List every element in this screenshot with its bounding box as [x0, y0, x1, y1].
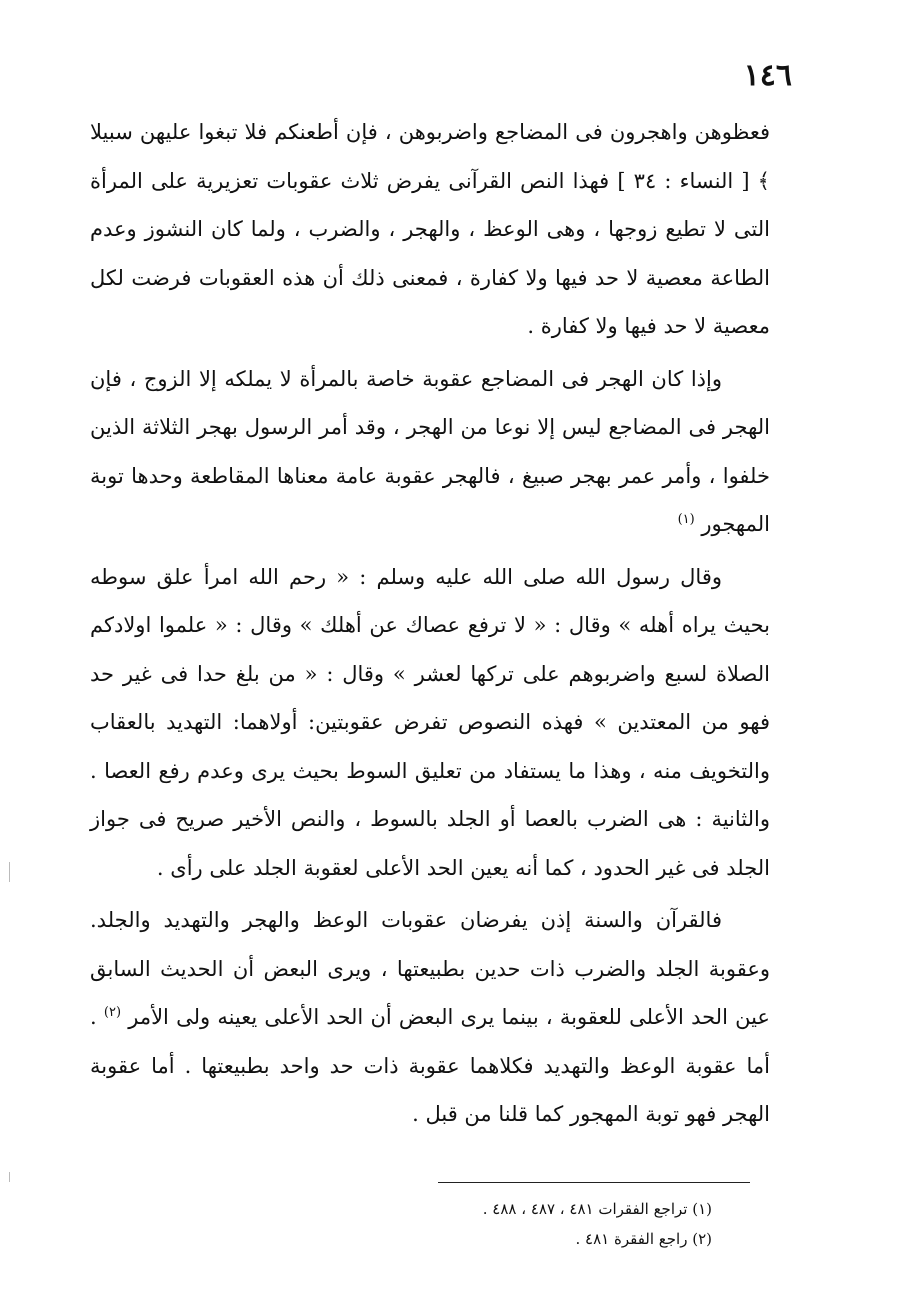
- paragraph-text: وإذا كان الهجر فى المضاجع عقوبة خاصة بالمرأة لا يملكه إلا الزوج ، فإن الهجر فى المضاجع ليس إلا نوعا من الهجر ، وقد أمر الرسول بهجر الثلاثة الذين خلفوا ، وأمر عمر بهجر صبيغ ، فالهجر عقوبة عامة معناها المقاطعة وحدها توبة المهجور: [90, 366, 770, 536]
- paragraph-text: وقال رسول الله صلى الله عليه وسلم : « رحم الله امرأ علق سوطه بحيث يراه أهله » وقال : « لا ترفع عصاك عن أهلك » وقال : « علموا اولادكم الصلاة لسبع واضربوهم على تركها لعشر » وقال : « من بلغ حدا فى غير حد فهو من المعتدين » فهذه النصوص تفرض عقوبتين: أولاهما: التهديد بالعقاب والتخويف منه ، وهذا ما يستفاد من تعليق السوط بحيث يرى وعدم رفع العصا . والثانية : هى الضرب بالعصا أو الجلد بالسوط ، والنص الأخير صريح فى جواز الجلد فى غير الحدود ، كما أنه يعين الحد الأعلى لعقوبة الجلد على رأى .: [90, 564, 770, 880]
- footnote-ref: (١): [677, 512, 695, 527]
- scan-mark: [9, 1172, 10, 1182]
- main-text: [90, 108, 770, 1139]
- paragraph: [90, 896, 770, 1139]
- footnote-ref: (٢): [103, 1005, 122, 1020]
- paragraph: [90, 553, 770, 893]
- paragraph: [90, 355, 770, 549]
- footnotes: [300, 1194, 712, 1254]
- footnote-divider: [438, 1182, 750, 1183]
- paragraph-text: فعظوهن واهجرون فى المضاجع واضربوهن ، فإن أطعنكم فلا تبغوا عليهن سبيلا ﴾ [ النساء : ٣٤ ] فهذا النص القرآنى يفرض ثلاث عقوبات تعزيرية على المرأة التى لا تطيع زوجها ، وهى الوعظ ، والهجر ، والضرب ، ولما كان النشوز وعدم الطاعة معصية لا حد فيها ولا كفارة ، فمعنى ذلك أن هذه العقوبات فرضت لكل معصية لا حد فيها ولا كفارة .: [90, 120, 770, 338]
- page-number: ١٤٦: [743, 58, 792, 93]
- paragraph-text: . أما عقوبة الوعظ والتهديد فكلاهما عقوبة ذات حد واحد بطبيعتها . أما عقوبة الهجر فهو توبة المهجور كما قلنا من قبل .: [90, 1005, 770, 1126]
- paragraph: [90, 108, 770, 351]
- footnote: (١) تراجع الفقرات ٤٨١ ، ٤٨٧ ، ٤٨٨ .: [482, 1200, 712, 1218]
- footnote: (٢) راجع الفقرة ٤٨١ .: [575, 1230, 712, 1248]
- paragraph-text: فالقرآن والسنة إذن يفرضان عقوبات الوعظ والهجر والتهديد والجلد. وعقوبة الجلد والضرب ذات حدين بطبيعتها ، ويرى البعض أن الحديث السابق عين الحد الأعلى للعقوبة ، بينما يرى البعض أن الحد الأعلى يعينه ولى الأمر: [90, 908, 770, 1029]
- scan-mark: [9, 862, 10, 882]
